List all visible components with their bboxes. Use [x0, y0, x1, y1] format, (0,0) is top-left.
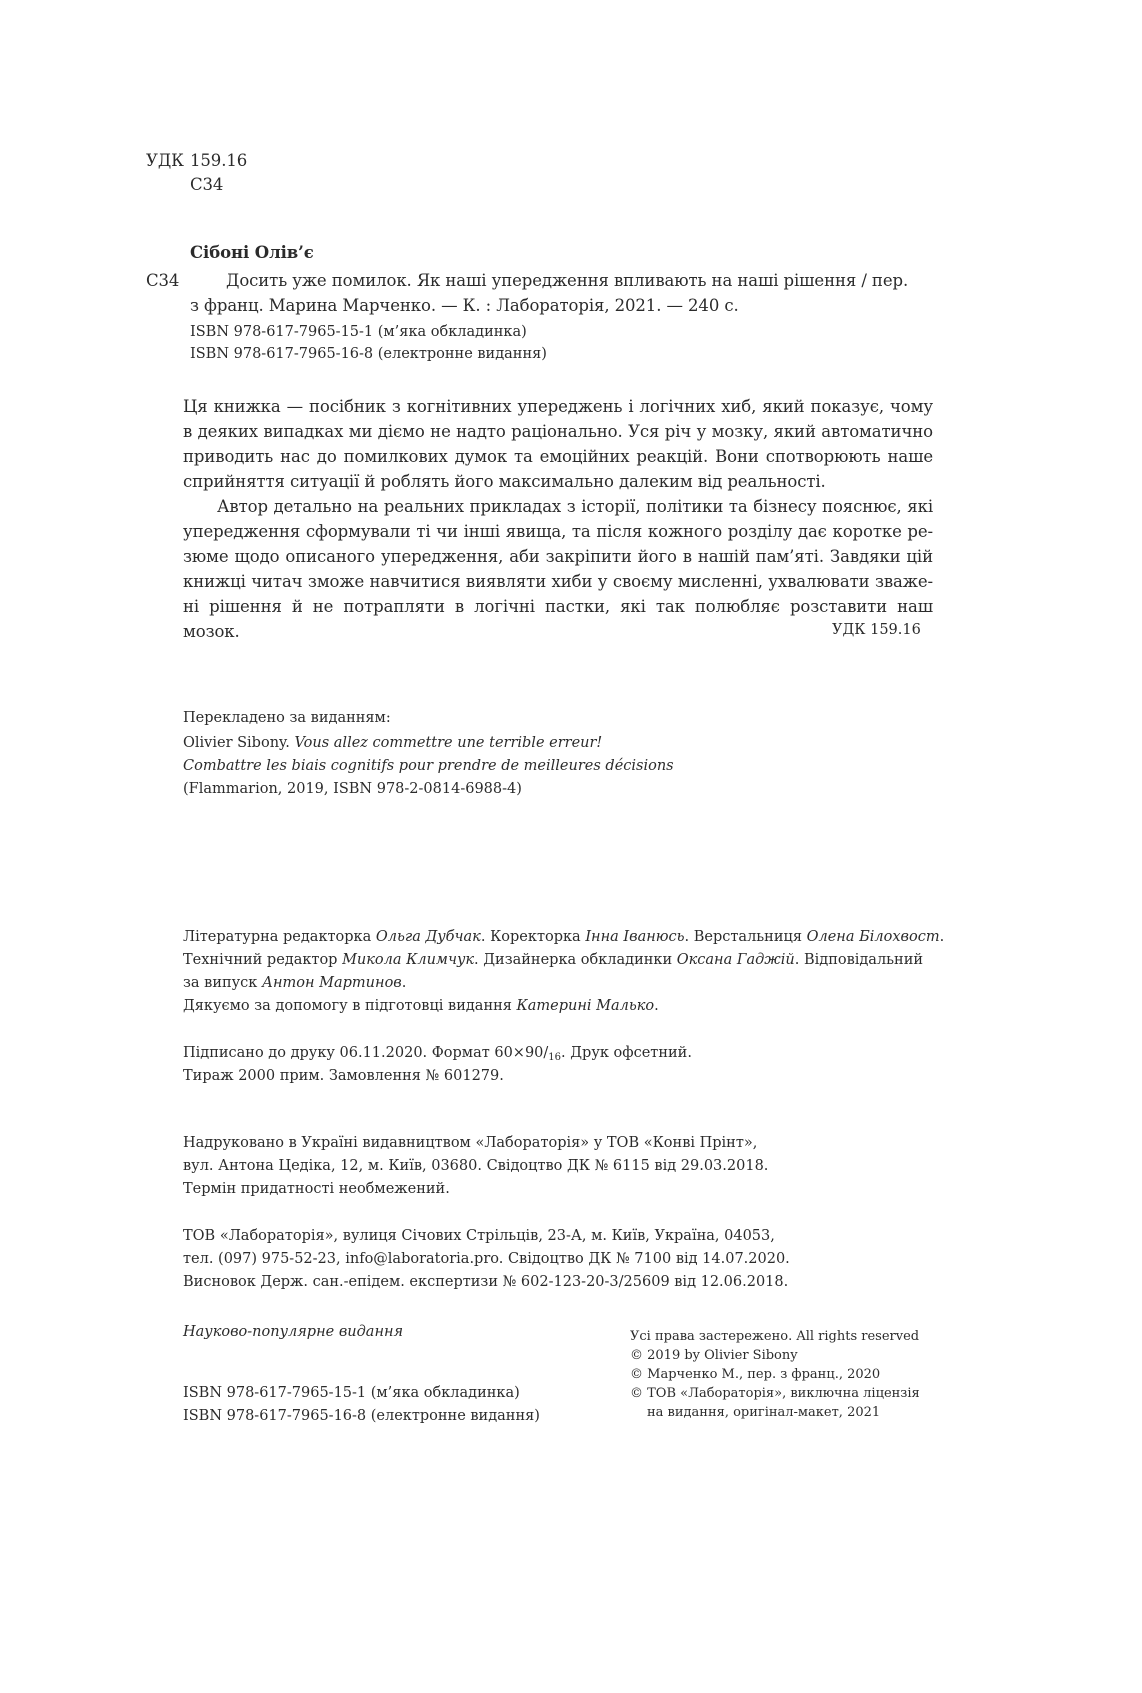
bib-title-line2: з франц. Марина Марченко. — К. : Лабораторія, 2021. — 240 с. — [190, 296, 739, 315]
annotation-line: упередження сформували ті чи інші явища, та після кожного розділу дає коротке ре- — [183, 522, 933, 541]
footer-isbn-1: ISBN 978-617-7965-15-1 (м’яка обкладинка) — [183, 1385, 520, 1401]
print-info: Підписано до друку 06.11.2020. Формат 60×90/ — [183, 1045, 549, 1061]
copyright-publisher: © ТОВ «Лабораторія», виключна ліцензія — [630, 1386, 920, 1401]
credit-person: Інна Іванюсь — [585, 929, 685, 945]
copyright-translator: © Марченко М., пер. з франц., 2020 — [630, 1367, 881, 1382]
publisher-line-1: ТОВ «Лабораторія», вулиця Січових Стрільців, 23-А, м. Київ, Україна, 04053, — [183, 1228, 775, 1244]
credits-line-2 — [183, 950, 923, 971]
annotation-line: Автор детально на реальних прикладах з історії, політики та бізнесу пояснює, які — [217, 497, 933, 516]
credit-role: . Дизайнерка обкладинки — [474, 952, 677, 968]
copyright-publisher-cont: на видання, оригінал-макет, 2021 — [647, 1405, 881, 1420]
credit-role: . Верстальниця — [684, 929, 807, 945]
printer-line-2: вул. Антона Цедіка, 12, м. Київ, 03680. Свідоцтво ДК № 6115 від 29.03.2018. — [183, 1158, 769, 1174]
annotation-udk: УДК 159.16 — [832, 622, 921, 638]
udk-code: 159.16 — [190, 151, 248, 170]
credit-person: Антон Мартинов — [261, 975, 402, 991]
credit-person: Ольга Дубчак — [375, 929, 481, 945]
original-author: Olivier Sibony. — [183, 735, 295, 751]
copyright-author: © 2019 by Olivier Sibony — [630, 1348, 798, 1363]
original-line1 — [183, 733, 602, 754]
credit-role: . Коректорка — [480, 929, 586, 945]
period: . — [939, 929, 945, 945]
bib-title-line1: Досить уже помилок. Як наші упередження впливають на наші рішення / пер. — [226, 271, 909, 290]
credit-role: за випуск — [183, 975, 262, 991]
original-title-1: Vous allez commettre une terrible erreur! — [294, 735, 603, 751]
credits-line-3 — [183, 973, 406, 994]
credit-role: Літературна редакторка — [183, 929, 376, 945]
credit-role: . Відповідальний — [794, 952, 924, 968]
credits-line-1 — [183, 927, 944, 948]
annotation-line: Ця книжка — посібник з когнітивних упереджень і логічних хиб, який показує, чому — [183, 397, 933, 416]
bib-isbn-1: ISBN 978-617-7965-15-1 (м’яка обкладинка) — [190, 324, 527, 340]
print-info: . Друк офсетний. — [561, 1045, 692, 1061]
original-label: Перекладено за виданням: — [183, 710, 391, 726]
credit-person: Микола Климчук — [342, 952, 475, 968]
author-name: Сібоні Олів’є — [190, 243, 314, 262]
period: . — [401, 975, 407, 991]
credit-person: Олена Білохвост — [806, 929, 940, 945]
print-line-2: Тираж 2000 прим. Замовлення № 601279. — [183, 1068, 504, 1084]
footer-isbn-2: ISBN 978-617-7965-16-8 (електронне видання) — [183, 1408, 540, 1424]
printer-line-1: Надруковано в Україні видавництвом «Лабораторія» у ТОВ «Конві Прінт», — [183, 1135, 758, 1151]
format-fraction: 16 — [548, 1052, 562, 1063]
credit-role: Дякуємо за допомогу в підготовці видання — [183, 998, 517, 1014]
publisher-line-3: Висновок Держ. сан.-епідем. експертизи № 602-123-20-3/25609 від 12.06.2018. — [183, 1274, 789, 1290]
original-title-2: Combattre les biais cognitifs pour prendre de meilleures décisions — [183, 758, 674, 774]
author-mark: С34 — [190, 175, 224, 194]
rights-reserved: Усі права застережено. All rights reserved — [630, 1329, 920, 1344]
annotation-line: зюме щодо описаного упередження, аби закріпити його в нашій пам’яті. Завдяки цій — [183, 547, 933, 566]
annotation-line: сприйняття ситуації й роблять його максимально далеким від реальності. — [183, 472, 826, 491]
credits-line-4 — [183, 996, 659, 1017]
annotation-line: приводить нас до помилкових думок та емоційних реакцій. Вони спотворюють наше — [183, 447, 933, 466]
annotation-line: ні рішення й не потрапляти в логічні пастки, які так полюбляє розставити наш мозок. — [183, 597, 933, 641]
genre-label: Науково-популярне видання — [183, 1324, 404, 1340]
credit-person: Катерині Малько — [516, 998, 655, 1014]
copyright-block — [630, 1327, 920, 1422]
period: . — [654, 998, 659, 1014]
print-line-1 — [183, 1043, 692, 1068]
credit-role: Технічний редактор — [183, 952, 343, 968]
udk-label: УДК — [146, 151, 184, 170]
annotation — [183, 394, 933, 644]
bib-isbn-2: ISBN 978-617-7965-16-8 (електронне видання) — [190, 346, 547, 362]
annotation-line: в деяких випадках ми діємо не надто раціонально. Уся річ у мозку, який автоматично — [183, 422, 933, 441]
bib-mark: С34 — [146, 271, 180, 290]
publisher-line-2: тел. (097) 975-52-23, info@laboratoria.pro. Свідоцтво ДК № 7100 від 14.07.2020. — [183, 1251, 790, 1267]
original-publication: (Flammarion, 2019, ISBN 978-2-0814-6988-4) — [183, 781, 522, 797]
annotation-line: книжці читач зможе навчитися виявляти хиби у своєму мисленні, ухвалювати зваже- — [183, 572, 933, 591]
printer-line-3: Термін придатності необмежений. — [183, 1181, 450, 1197]
credit-person: Оксана Гаджій — [676, 952, 795, 968]
